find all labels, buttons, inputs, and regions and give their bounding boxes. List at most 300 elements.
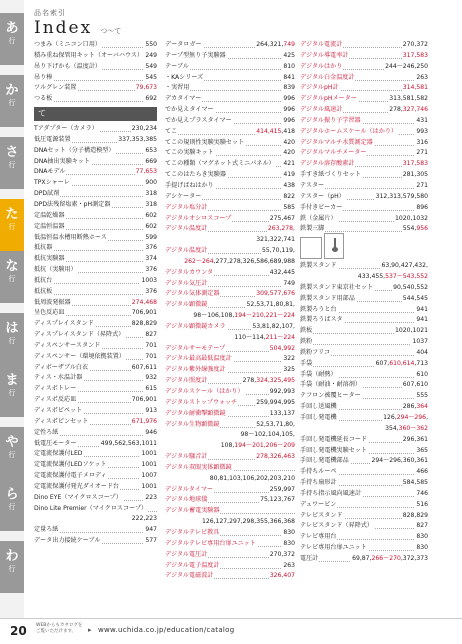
entry-pages: 1020,1021 <box>394 326 428 337</box>
index-entry <box>34 189 157 200</box>
index-entry <box>300 224 428 235</box>
entry-pages: 313,581,582 <box>388 94 428 105</box>
entry-name: データロガー <box>165 41 202 48</box>
entry-name: デジタル蓄電実験器 <box>165 507 220 515</box>
entry-name: 手袋 <box>300 359 313 367</box>
entry-pages: 271 <box>415 148 428 159</box>
index-entry <box>300 348 428 359</box>
entry-name: 手持ちルーペ <box>300 468 337 476</box>
entry-name: デジタルカウンタ <box>165 268 214 276</box>
entry-name: 手回し発電機実験セット <box>300 446 368 454</box>
index-entry <box>300 532 428 543</box>
entry-pages: 318 <box>144 200 157 211</box>
entry-pages: 55,70,119, <box>261 246 295 257</box>
entry-pages: 314,581 <box>402 83 428 94</box>
entry-pages: 555 <box>415 391 428 402</box>
index-entry <box>34 167 157 178</box>
index-entry <box>165 571 295 582</box>
tab-5[interactable] <box>0 313 24 365</box>
index-entry <box>165 192 295 203</box>
entry-pages: 830 <box>282 539 295 550</box>
entry-name: デジタルスケール（はかり） <box>165 388 244 395</box>
entry-pages: 98～106,108,194～210,221～224 <box>192 311 295 322</box>
index-column-2 <box>165 40 295 582</box>
entry-pages: 432,445 <box>269 268 295 279</box>
index-entry <box>300 261 428 272</box>
entry-pages: 274,468 <box>131 298 157 309</box>
index-entry <box>165 289 295 300</box>
entry-pages: 615 <box>144 384 157 395</box>
entry-name: データ出力接続ケーブル <box>34 537 101 545</box>
entry-pages: 278,324,325,495 <box>242 376 295 387</box>
entry-name: ディボーザブル白衣 <box>34 363 89 371</box>
entry-pages: 602 <box>144 222 157 233</box>
index-entry <box>165 452 295 463</box>
entry-name: デジタル最高最低温度計 <box>165 355 232 363</box>
entry-pages: 52,53,71,80, <box>255 420 295 431</box>
entry-name: テーブル <box>165 62 189 70</box>
entry-pages: 1037 <box>411 337 428 348</box>
entry-name: 手袋（耐熱） <box>300 370 337 378</box>
index-entry <box>165 441 295 452</box>
entry-name: デジタル塩分計 <box>165 203 208 211</box>
entry-name: デジタル紫外線強度計 <box>165 366 226 374</box>
entry-name: 吊り棒 <box>34 73 53 81</box>
index-entry <box>165 257 295 268</box>
entry-pages: 404 <box>415 348 428 359</box>
entry-name: つる板 <box>34 95 53 103</box>
index-entry <box>165 474 295 485</box>
entry-pages: 549 <box>144 62 157 73</box>
section-header-te: て <box>34 107 157 121</box>
entry-name: 手回し発電機部品 <box>300 457 349 465</box>
entry-pages: 222,223 <box>131 514 157 525</box>
arrow-right-icon: ▸ <box>88 626 92 634</box>
entry-name: デジタル騒音計 <box>165 453 208 461</box>
entry-name: デジタルpHメーター <box>300 95 357 103</box>
tripod-base-icon <box>332 247 338 252</box>
entry-pages: 244～246,250 <box>384 62 428 73</box>
entry-name: 手回し発電機 <box>300 414 337 421</box>
entry-pages: 828,829 <box>131 319 157 330</box>
entry-name: 鉄（金属片） <box>300 214 337 222</box>
entry-name: でか見えタイマー <box>165 106 214 114</box>
entry-name: デジタル顕微鏡カメラ <box>165 322 226 330</box>
index-entry <box>34 471 157 482</box>
index-entry <box>300 272 428 283</box>
tab-3[interactable] <box>0 199 24 251</box>
index-entry <box>300 424 428 435</box>
entry-name: テープ型無り子実験器 <box>165 51 226 59</box>
entry-name: デュワービン <box>300 500 337 508</box>
entry-pages: 810 <box>282 62 295 73</box>
entry-name: 手回し送風機 <box>300 403 337 411</box>
tab-2[interactable] <box>0 137 24 189</box>
index-entry <box>300 73 428 84</box>
index-entry <box>165 105 295 116</box>
index-entry <box>34 73 157 84</box>
entry-pages: 466 <box>415 467 428 478</box>
entry-name: ・実習用 <box>165 84 190 92</box>
entry-pages: 270,372 <box>269 550 295 561</box>
index-entry <box>300 478 428 489</box>
index-entry <box>34 460 157 471</box>
entry-name: 定電流保護付電子メロディ <box>34 472 107 480</box>
entry-pages: 110～114,211～224 <box>233 333 295 344</box>
entry-name: デジタル溶存酸素計 <box>300 160 355 168</box>
index-entry <box>300 127 428 138</box>
tripod-figure-box <box>324 233 344 259</box>
tab-1[interactable] <box>0 75 24 127</box>
entry-pages: 749 <box>282 279 295 290</box>
entry-pages: 504,992 <box>269 344 295 355</box>
index-entry <box>300 511 428 522</box>
entry-pages: 263 <box>282 561 295 572</box>
entry-name: 鉄板 <box>300 327 313 335</box>
entry-pages: 550 <box>144 40 157 51</box>
entry-name: 鉄製スタンド用部品 <box>300 294 355 302</box>
entry-pages: 263,278, <box>267 224 295 235</box>
page-title: Index <box>34 18 93 38</box>
index-entry <box>34 94 157 105</box>
entry-name: ディスボトレー <box>34 385 77 393</box>
entry-name: デジタル白金温度計 <box>300 73 355 81</box>
index-entry <box>165 214 295 225</box>
index-entry <box>165 159 295 170</box>
entry-pages: 425 <box>282 51 295 62</box>
entry-pages: 1001 <box>140 449 157 460</box>
index-entry <box>165 485 295 496</box>
entry-pages: 599 <box>144 233 157 244</box>
kana-index-tabs <box>0 0 24 618</box>
page-header <box>34 8 121 38</box>
index-entry <box>34 439 157 450</box>
entry-pages: 544,545 <box>402 294 428 305</box>
entry-pages: 653 <box>144 146 157 157</box>
entry-pages: 1020,1032 <box>394 214 428 225</box>
entry-name: ティス・水温計器 <box>34 374 83 382</box>
index-entry <box>300 203 428 214</box>
tab-kana: や <box>5 435 19 450</box>
entry-pages: 365 <box>415 446 428 457</box>
entry-name: ディスポピンセット <box>34 417 89 425</box>
page-number: 20 <box>10 624 27 638</box>
entry-pages: 309,577,676 <box>255 289 295 300</box>
entry-name: デジタルはかり <box>300 62 343 70</box>
entry-name: てこのはたらき実験器 <box>165 171 226 179</box>
tab-gyo: 行 <box>8 451 16 459</box>
index-entry <box>165 376 295 387</box>
index-kicker: 品名索引 <box>34 9 66 17</box>
entry-name: 積み重ね保管用キット（オーバハウス） <box>34 51 144 59</box>
index-entry <box>300 380 428 391</box>
entry-pages: 262～264,277,278,326,586,689,988 <box>183 257 295 268</box>
entry-name: 鉄製三脚 <box>300 225 325 233</box>
entry-pages: 98～102,104,105, <box>239 430 295 441</box>
entry-pages: 420 <box>282 138 295 149</box>
leader-dots <box>300 344 428 345</box>
entry-pages: 692 <box>144 94 157 105</box>
index-entry <box>165 300 295 311</box>
entry-pages: 431 <box>415 116 428 127</box>
entry-pages: 932 <box>144 373 157 384</box>
entry-pages: 585 <box>282 203 295 214</box>
entry-name: てこの規則性実験実験セット <box>165 138 245 146</box>
entry-name: テフロン被覆ヒーター <box>300 392 361 400</box>
entry-name: デジタル地球儀 <box>165 496 208 504</box>
entry-name: ディスペンサー（環境依拠装置） <box>34 352 125 360</box>
entry-name: テレビ専用台扉ユニット <box>300 544 367 552</box>
index-range: つ～て <box>100 27 122 35</box>
entry-pages: 259,997 <box>269 485 295 496</box>
entry-pages: 294～296,360,361 <box>371 456 429 467</box>
index-entry <box>34 178 157 189</box>
entry-pages: 839 <box>282 83 295 94</box>
tab-kana: は <box>5 321 19 336</box>
index-entry <box>300 467 428 478</box>
entry-name: ディスプレイスタンド（昇降式） <box>34 331 125 339</box>
entry-pages: 421 <box>282 159 295 170</box>
index-entry <box>300 105 428 116</box>
entry-pages: 941 <box>415 305 428 316</box>
entry-pages: 1007 <box>140 471 157 482</box>
entry-pages: 822 <box>282 192 295 203</box>
entry-pages: 77,653 <box>135 167 157 178</box>
entry-pages: 133,137 <box>269 409 295 420</box>
entry-pages: 420 <box>282 148 295 159</box>
entry-name: デシケーター <box>165 192 202 200</box>
index-entry <box>300 159 428 170</box>
entry-name: デジタルストップウォッチ <box>165 398 238 406</box>
index-entry <box>165 354 295 365</box>
entry-name: TPXシャーレ <box>34 179 70 187</box>
entry-name: 手袋（耐油・耐溶剤） <box>300 381 361 389</box>
entry-pages: 554,956 <box>402 224 428 235</box>
index-entry <box>300 370 428 381</box>
entry-name: 鉄製ろうばスタ <box>300 316 343 324</box>
entry-pages: 993 <box>415 127 428 138</box>
entry-name: デジタル気体測定器 <box>165 290 220 298</box>
entry-name: てこの種類（マグネット式ミニパネル） <box>165 160 275 168</box>
index-entry <box>34 298 157 309</box>
entry-name: デジタルpH計 <box>300 84 339 92</box>
index-column-1 <box>34 40 157 547</box>
entry-pages: 52,53,71,80,81, <box>246 300 295 311</box>
index-entry <box>300 40 428 51</box>
index-entry <box>165 279 295 290</box>
entry-pages: 946 <box>144 428 157 439</box>
index-entry <box>34 504 157 515</box>
entry-pages: 419 <box>282 170 295 181</box>
index-entry <box>165 246 295 257</box>
index-entry <box>34 51 157 62</box>
tab-9[interactable] <box>0 541 24 593</box>
tab-7[interactable] <box>0 427 24 479</box>
entry-pages: 376 <box>144 265 157 276</box>
entry-pages: 249 <box>144 51 157 62</box>
entry-pages: 270,372 <box>402 40 428 51</box>
entry-name: Tアダプター（カメラ） <box>34 125 98 133</box>
index-entry <box>165 550 295 561</box>
entry-name: ディスポ反応皿 <box>34 396 77 404</box>
index-entry <box>300 305 428 316</box>
index-entry <box>34 135 157 146</box>
index-entry <box>165 463 295 474</box>
entry-pages: 706,901 <box>131 308 157 319</box>
index-entry <box>34 62 157 73</box>
index-entry <box>300 192 428 203</box>
index-entry <box>300 543 428 554</box>
index-entry <box>34 233 157 244</box>
index-entry <box>300 402 428 413</box>
entry-pages: 1003 <box>140 276 157 287</box>
entry-pages: 108,194～201,206～209 <box>220 441 295 452</box>
entry-pages: 996 <box>282 116 295 127</box>
entry-pages: 827 <box>144 330 157 341</box>
index-entry <box>34 319 157 330</box>
index-entry <box>300 51 428 62</box>
entry-name: 手持ち扇形計 <box>300 479 337 487</box>
entry-pages: 90,540,552 <box>392 283 428 294</box>
entry-name: テレビスタンド（昇降式） <box>300 522 374 530</box>
entry-pages: 317,583 <box>402 51 428 62</box>
index-entry <box>165 333 295 344</box>
figure-boxes <box>300 237 428 259</box>
entry-pages: 316 <box>415 138 428 149</box>
tab-4[interactable] <box>0 251 24 303</box>
entry-name: 手すき紙づくりセット <box>300 171 361 179</box>
entry-name: 吊り下げかも（温度計） <box>34 62 102 70</box>
entry-pages: 79,673 <box>135 83 157 94</box>
entry-name: つまみ（ミニコン口用） <box>34 41 102 48</box>
entry-pages: 296,361 <box>402 435 428 446</box>
index-entry <box>300 148 428 159</box>
index-entry <box>165 181 295 192</box>
index-entry <box>34 243 157 254</box>
tab-kana: な <box>5 259 19 274</box>
entry-name: 定性ろ紙 <box>34 428 59 436</box>
entry-pages: 996 <box>282 94 295 105</box>
index-entry <box>300 62 428 73</box>
entry-name: テレビ専用台 <box>300 533 337 541</box>
index-entry <box>34 276 157 287</box>
entry-pages: 263 <box>415 73 428 84</box>
index-entry <box>300 294 428 305</box>
entry-pages: 992,993 <box>269 387 295 398</box>
tab-gyo: 行 <box>8 37 16 45</box>
entry-pages: 499,562,563,1011 <box>100 439 157 450</box>
index-entry <box>165 365 295 376</box>
entry-pages: 828,829 <box>402 511 428 522</box>
entry-pages: 610 <box>415 370 428 381</box>
entry-name: 手持ち指示風向風速計 <box>300 489 361 497</box>
index-entry <box>165 138 295 149</box>
entry-pages: 607,610 <box>402 380 428 391</box>
entry-pages: 75,123,767 <box>259 495 295 506</box>
entry-name: でか見えプラスタイマー <box>165 116 232 124</box>
entry-pages: 671,976 <box>131 417 157 428</box>
entry-name: ディスプレイスタンド <box>34 320 94 328</box>
entry-pages: 281,305 <box>402 170 428 181</box>
index-entry <box>165 561 295 572</box>
index-entry <box>34 493 157 504</box>
tab-gyo: 行 <box>8 223 16 231</box>
index-entry <box>34 341 157 352</box>
entry-pages: 286,364 <box>402 402 428 413</box>
entry-pages: 900 <box>144 178 157 189</box>
index-entry <box>165 148 295 159</box>
tab-kana: わ <box>5 549 19 564</box>
index-entry <box>300 435 428 446</box>
index-entry <box>300 138 428 149</box>
entry-name: デジタル生物顕微鏡 <box>165 420 220 428</box>
entry-pages: 947 <box>144 525 157 536</box>
index-entry <box>165 94 295 105</box>
entry-pages: 376 <box>144 287 157 298</box>
index-entry <box>34 363 157 374</box>
entry-name: デジタル顕微鏡 <box>165 301 208 309</box>
index-entry <box>165 528 295 539</box>
index-entry <box>34 157 157 168</box>
index-entry <box>34 222 157 233</box>
index-entry <box>165 40 295 51</box>
entry-name: ・KAシリーズ <box>165 73 204 81</box>
index-entry <box>34 514 157 525</box>
tab-gyo: 行 <box>8 161 16 169</box>
tab-0[interactable] <box>0 13 24 65</box>
index-entry <box>34 384 157 395</box>
index-entry <box>300 359 428 370</box>
entry-pages: 374 <box>144 254 157 265</box>
index-entry <box>34 406 157 417</box>
entry-pages: 996 <box>282 105 295 116</box>
index-entry <box>165 224 295 235</box>
entry-pages: 414,415,418 <box>255 127 295 138</box>
tab-kana: か <box>5 83 19 98</box>
entry-pages: 230,234 <box>131 124 157 135</box>
entry-pages: 1001 <box>140 482 157 493</box>
entry-name: デジタル耐衝撃顕微鏡 <box>165 409 226 417</box>
entry-pages: 264,321,749 <box>255 40 295 51</box>
index-entry <box>34 428 157 439</box>
tab-6[interactable] <box>0 365 24 417</box>
entry-name: 鉄製スタンド <box>300 262 337 270</box>
entry-pages: 322 <box>282 354 295 365</box>
index-entry <box>300 456 428 467</box>
catalog-url-link[interactable]: www.uchida.co.jp/education/catalog <box>98 626 235 634</box>
entry-name: DNAセット（分子構造模型） <box>34 146 115 154</box>
entry-name: 鉄製ろうと台 <box>300 305 337 313</box>
entry-pages: 827 <box>415 521 428 532</box>
entry-name: デカタイマー <box>165 95 202 103</box>
tab-8[interactable] <box>0 479 24 531</box>
entry-pages: 433,455,537～543,552 <box>357 272 428 283</box>
entry-pages: 516 <box>415 500 428 511</box>
index-entry <box>300 94 428 105</box>
entry-name: デジタルマルチメーター <box>300 149 367 157</box>
entry-name: デジタル風速計 <box>300 106 343 114</box>
entry-name: てこ <box>165 127 178 135</box>
index-entry <box>34 449 157 460</box>
entry-pages: 841 <box>282 73 295 84</box>
entry-name: デジタルオシロスコープ <box>165 214 232 222</box>
entry-pages: 337,353,385 <box>117 135 157 146</box>
entry-pages: 53,81,82,107, <box>251 322 295 333</box>
entry-name: 呈色反応皿 <box>34 309 65 317</box>
entry-name: デジタルテレビ専用台扉ユニット <box>165 539 256 547</box>
entry-name: デジタル電磁波計 <box>165 572 214 580</box>
entry-name: 手提げばねはかり <box>165 181 214 189</box>
